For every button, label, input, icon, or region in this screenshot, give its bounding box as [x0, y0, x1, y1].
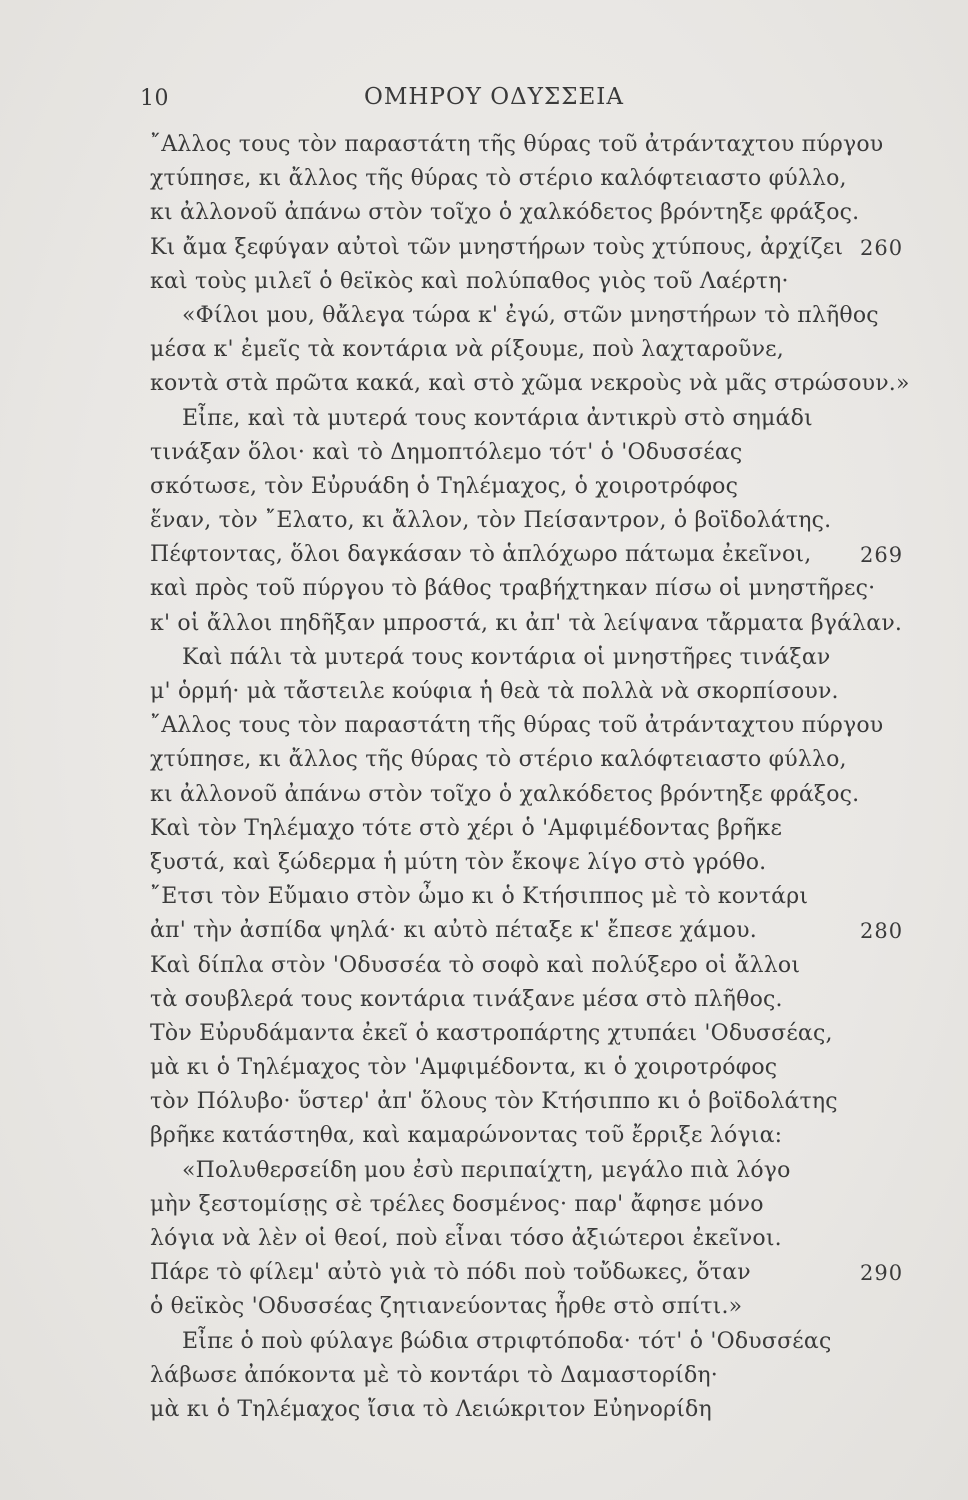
verse-line: [150, 162, 930, 196]
verse-line: [150, 1188, 930, 1222]
line-number: 280: [860, 919, 904, 944]
verse-line: [150, 607, 930, 641]
verse-text: Κι ἄμα ξεφύγαν αὐτοὶ τῶν μνηστήρων τοὺς χτύπους, ἀρχίζει: [150, 234, 844, 260]
poem-text: [150, 128, 930, 1427]
verse-line: [150, 367, 930, 401]
verse-line: [150, 1290, 930, 1324]
verse-line: [150, 299, 930, 333]
verse-line: [150, 1017, 930, 1051]
verse-line: [150, 1222, 930, 1256]
line-number: 290: [860, 1261, 904, 1286]
verse-line: [150, 1256, 930, 1290]
verse-line: [150, 709, 930, 743]
verse-text: κ' οἱ ἄλλοι πηδῆξαν μπροστά, κι ἀπ' τὰ λείψανα τἄρματα βγάλαν.: [150, 610, 903, 636]
verse-line: [150, 504, 930, 538]
verse-text: τὸν Πόλυβο· ὕστερ' ἀπ' ὅλους τὸν Κτήσιππο κι ὁ βοϊδολάτης: [150, 1089, 838, 1115]
verse-line: [150, 436, 930, 470]
verse-line: [150, 641, 930, 675]
verse-line: [150, 1085, 930, 1119]
verse-text: σκότωσε, τὸν Εὐρυάδη ὁ Τηλέμαχος, ὁ χοιροτρόφος: [150, 473, 739, 499]
verse-line: [150, 743, 930, 777]
verse-text: Πέφτοντας, ὅλοι δαγκάσαν τὸ ἁπλόχωρο πάτωμα ἐκεῖνοι,: [150, 542, 812, 568]
verse-line: [150, 265, 930, 299]
verse-line: [150, 538, 930, 572]
verse-line: [150, 1051, 930, 1085]
verse-text: Τὸν Εὐρυδάμαντα ἐκεῖ ὁ καστροπάρτης χτυπάει 'Οδυσσέας,: [150, 1020, 833, 1046]
verse-line: [150, 128, 930, 162]
verse-line: [150, 1154, 930, 1188]
verse-text: μὴν ξεστομίσῃς σὲ τρέλες δοσμένος· παρ' ἄφησε μόνο: [150, 1191, 764, 1217]
verse-line: [150, 470, 930, 504]
verse-line: [150, 846, 930, 880]
page-number: 10: [140, 86, 169, 111]
line-number: 269: [860, 543, 904, 568]
verse-text: κι ἀλλονοῦ ἀπάνω στὸν τοῖχο ὁ χαλκόδετος βρόντηξε φράξος.: [150, 781, 860, 807]
verse-text: λόγια νὰ λὲν οἱ θεοί, ποὺ εἶναι τόσο ἀξιώτεροι ἐκεῖνοι.: [150, 1226, 782, 1251]
verse-text: ἕναν, τὸν ῎Ελατο, κι ἄλλον, τὸν Πείσαντρον, ὁ βοϊδολάτης.: [150, 508, 832, 534]
verse-text: ὁ θεϊκὸς 'Οδυσσέας ζητιανεύοντας ἦρθε στὸ σπίτι.»: [150, 1294, 743, 1320]
verse-text: χτύπησε, κι ἄλλος τῆς θύρας τὸ στέριο καλόφτειαστο φύλλο,: [150, 166, 847, 192]
verse-text: βρῆκε κατάστηθα, καὶ καμαρώνοντας τοῦ ἔρριξε λόγια:: [150, 1123, 783, 1149]
verse-line: [150, 880, 930, 914]
verse-line: [150, 914, 930, 948]
verse-line: [150, 1393, 930, 1427]
verse-text: μέσα κ' ἐμεῖς τὰ κοντάρια νὰ ρίξουμε, ποὺ λαχταροῦνε,: [150, 337, 784, 363]
verse-line: [150, 1359, 930, 1393]
verse-text: Καὶ πάλι τὰ μυτερά τους κοντάρια οἱ μνηστῆρες τινάξαν: [182, 644, 831, 670]
verse-text: ῎Ετσι τὸν Εὔμαιο στὸν ὦμο κι ὁ Κτήσιππος μὲ τὸ κοντάρι: [150, 884, 809, 910]
verse-text: κι ἀλλονοῦ ἀπάνω στὸν τοῖχο ὁ χαλκόδετος βρόντηξε φράξος.: [150, 200, 860, 226]
line-number: 260: [860, 235, 904, 260]
verse-text: καὶ τοὺς μιλεῖ ὁ θεϊκὸς καὶ πολύπαθος γιὸς τοῦ Λαέρτη·: [150, 268, 789, 294]
verse-text: ῎Αλλος τους τὸν παραστάτη τῆς θύρας τοῦ ἀτράνταχτου πύργου: [150, 713, 884, 739]
verse-text: καὶ πρὸς τοῦ πύργου τὸ βάθος τραβήχτηκαν πίσω οἱ μνηστῆρες·: [150, 576, 876, 602]
verse-text: τὰ σουβλερά τους κοντάρια τινάξανε μέσα στὸ πλῆθος.: [150, 986, 783, 1012]
verse-text: Καὶ τὸν Τηλέμαχο τότε στὸ χέρι ὁ 'Αμφιμέδοντας βρῆκε: [150, 815, 783, 841]
verse-text: ξυστά, καὶ ξώδερμα ἡ μύτη τὸν ἔκοψε λίγο στὸ γρόθο.: [150, 849, 767, 875]
verse-text: τινάξαν ὅλοι· καὶ τὸ Δημοπτόλεμο τότ' ὁ 'Οδυσσέας: [150, 439, 743, 465]
verse-line: [150, 196, 930, 230]
verse-text: κοντὰ στὰ πρῶτα κακά, καὶ στὸ χῶμα νεκροὺς νὰ μᾶς στρώσουν.»: [150, 371, 910, 397]
verse-text: Εἶπε, καὶ τὰ μυτερά τους κοντάρια ἀντικρὺ στὸ σημάδι: [182, 405, 813, 431]
verse-text: Εἶπε ὁ ποὺ φύλαγε βώδια στριφτόποδα· τότ' ὁ 'Οδυσσέας: [182, 1328, 832, 1354]
verse-line: [150, 983, 930, 1017]
verse-text: μὰ κι ὁ Τηλέμαχος τὸν 'Αμφιμέδοντα, κι ὁ χοιροτρόφος: [150, 1055, 778, 1081]
verse-line: [150, 949, 930, 983]
verse-line: [150, 1119, 930, 1153]
verse-text: Πάρε τὸ φίλεμ' αὐτὸ γιὰ τὸ πόδι ποὺ τοὔδωκες, ὅταν: [150, 1260, 751, 1286]
verse-line: [150, 1325, 930, 1359]
verse-text: ἀπ' τὴν ἀσπίδα ψηλά· κι αὐτὸ πέταξε κ' ἔπεσε χάμου.: [150, 918, 757, 944]
verse-text: Καὶ δίπλα στὸν 'Οδυσσέα τὸ σοφὸ καὶ πολύξερο οἱ ἄλλοι: [150, 952, 801, 978]
verse-text: «Πολυθερσείδη μου ἐσὺ περιπαίχτη, μεγάλο πιὰ λόγο: [182, 1157, 791, 1183]
verse-line: [150, 778, 930, 812]
verse-text: ῎Αλλος τους τὸν παραστάτη τῆς θύρας τοῦ ἀτράνταχτου πύργου: [150, 132, 884, 157]
verse-text: «Φίλοι μου, θἄλεγα τώρα κ' ἐγώ, στῶν μνηστήρων τὸ πλῆθος: [182, 302, 879, 328]
verse-text: μ' ὁρμή· μὰ τἄστειλε κούφια ἡ θεὰ τὰ πολλὰ νὰ σκορπίσουν.: [150, 679, 839, 704]
verse-line: [150, 333, 930, 367]
verse-line: [150, 231, 930, 265]
verse-text: μὰ κι ὁ Τηλέμαχος ἴσια τὸ Λειώκριτον Εὐηνορίδη: [150, 1396, 712, 1422]
verse-line: [150, 402, 930, 436]
verse-line: [150, 812, 930, 846]
verse-text: χτύπησε, κι ἄλλος τῆς θύρας τὸ στέριο καλόφτειαστο φύλλο,: [150, 747, 847, 773]
running-head: ΟΜΗΡΟΥ ΟΔΥΣΣΕΙΑ: [364, 84, 624, 110]
verse-line: [150, 675, 930, 709]
verse-text: λάβωσε ἀπόκοντα μὲ τὸ κοντάρι τὸ Δαμαστορίδη·: [150, 1362, 718, 1388]
verse-line: [150, 572, 930, 606]
